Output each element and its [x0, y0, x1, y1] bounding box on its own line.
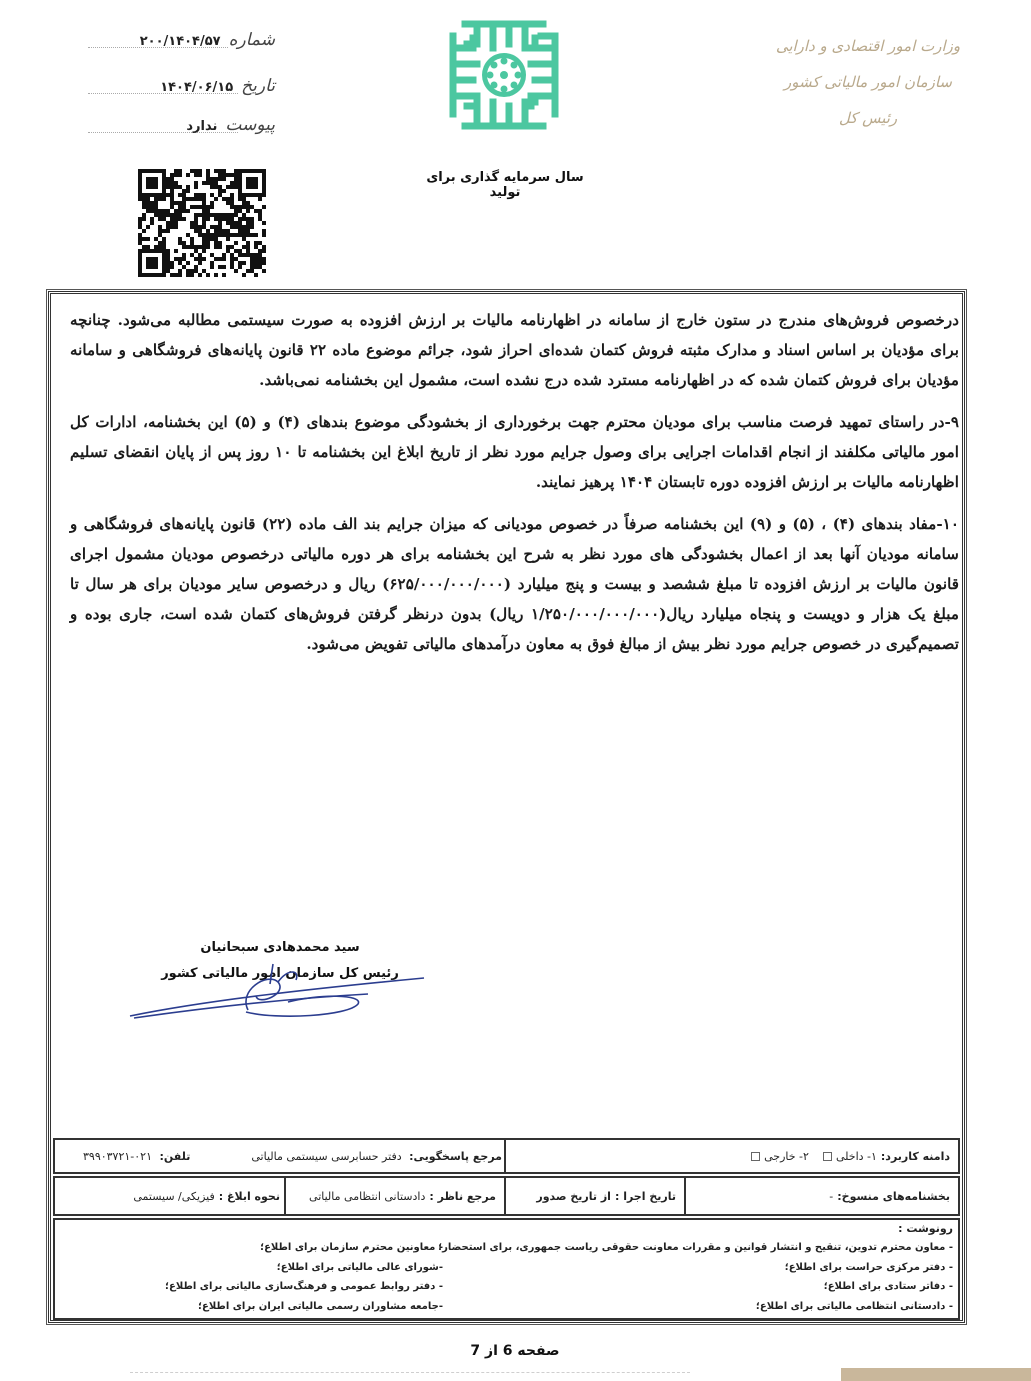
page-number: صفحه 6 از 7	[470, 1343, 560, 1359]
info-row-1	[53, 1138, 960, 1174]
letter-number-value: ۲۰۰/۱۴۰۴/۵۷	[139, 34, 221, 49]
head-title-line: رئیس کل	[838, 109, 898, 127]
ministry-line: وزارت امور اقتصادی و دارایی	[775, 37, 961, 55]
external-checkbox[interactable]	[751, 1152, 760, 1161]
paragraph-8-continuation: درخصوص فروش‌های مندرج در ستون خارج از سامانه در اظهارنامه مالیات بر ارزش افزوده به صورت سیستمی مطالبه می‌شود. چنانچه برای مؤدیان بر اساس اسناد و مدارک مثبته فروش کتمان شده‌ای احراز شود، جرائم موضوع ماده ۲۲ قانون پایانه‌های فروشگاهی و سامانه مؤدیان برای فروش کتمان شده که در اظهارنامه مسترد شده درج نشده است، مشمول این بخشنامه نمی‌باشد.	[70, 311, 959, 389]
cc-item: - دفاتر ستادی برای اطلاع؛	[823, 1281, 953, 1292]
exec-date-label: تاریخ اجرا :	[614, 1189, 676, 1203]
cc-item: - معاون محترم تدوین، تنقیح و انتشار قوانین و مقررات معاونت حقوقی ریاست جمهوری، برای استحضار؛	[438, 1242, 953, 1253]
cell-divider	[504, 1178, 506, 1214]
delivery-cell	[55, 1178, 288, 1214]
info-row-2	[53, 1176, 960, 1216]
supervisor-cell	[286, 1178, 504, 1214]
letter-date-value: ۱۴۰۴/۰۶/۱۵	[160, 80, 234, 95]
ministry-header	[763, 28, 973, 136]
organization-line: سازمان امور مالیاتی کشور	[784, 73, 952, 91]
paragraph-9: ۹-در راستای تمهید فرصت مناسب برای مودیان محترم جهت برخورداری از بخشودگی موضوع بندهای (۴) و (۵) این بخشنامه، ادارات کل امور مالیاتی مکلفند از انجام اقدامات اجرایی برای وصول جرایم مورد نظر از تاریخ ابلاغ این بخشنامه تا ۱۰ روز پس از پایان انقضای تسلیم اظهارنامه مالیات بر ارزش افزوده دوره تابستان ۱۴۰۴ پرهیز نمایند.	[70, 413, 959, 491]
repealed-cell	[686, 1178, 958, 1214]
phone-label: تلفن:	[159, 1149, 191, 1163]
internal-checkbox[interactable]	[823, 1152, 832, 1161]
response-value: دفتر حسابرسی سیستمی مالیاتی	[251, 1149, 402, 1163]
year-slogan: سال سرمایه گذاری برای تولید	[426, 170, 584, 200]
cc-item: - دفتر روابط عمومی و فرهنگ‌سازی مالیاتی برای اطلاع؛	[165, 1281, 443, 1292]
letter-date-field	[140, 76, 275, 96]
exec-date-cell	[506, 1178, 684, 1214]
cc-right-column	[438, 1238, 953, 1316]
scope-option-internal: ۱- داخلی	[835, 1149, 877, 1163]
cc-left-column	[165, 1238, 443, 1316]
response-label: مرجع پاسخگویی:	[409, 1149, 502, 1163]
footer-address-line	[130, 1372, 690, 1379]
phone-value: ۰۲۱-۳۹۹۰۳۷۲۱	[83, 1149, 152, 1163]
supervisor-label: مرجع ناظر :	[429, 1189, 496, 1203]
delivery-label: نحوه ابلاغ :	[218, 1189, 280, 1203]
scope-cell	[506, 1140, 958, 1172]
signatory-name: سید محمدهادی سبحانیان	[200, 940, 360, 955]
attachment-value: ندارد	[186, 119, 218, 134]
cc-item: -جامعه مشاوران رسمی مالیاتی ایران برای اطلاع؛	[198, 1300, 443, 1312]
paragraph-10: ۱۰-مفاد بندهای (۴) ، (۵) و (۹) این بخشنامه صرفاً در خصوص مودیانی که میزان جرایم بند الف ماده (۲۲) قانون پایانه‌های فروشگاهی و سامانه مودیان آنها بعد از اعمال بخشودگی های مورد نظر به شرح این بخشنامه برای هر دوره مالیاتی درخصوص مودیان مشمول اجرای قانون مالیات بر ارزش افزوده تا مبلغ ششصد و بیست و پنج میلیارد (۶۲۵/۰۰۰/۰۰۰/۰۰۰) ریال و درخصوص سایر مودیان برای هر سال تا مبلغ یک هزار و دویست و پنجاه میلیارد ریال(۱/۲۵۰/۰۰۰/۰۰۰/۰۰۰ ریال) بدون درنظر گرفتن فروش‌های کتمان شده است، جاری بوده و تصمیم‌گیری در خصوص جرایم مورد نظر بیش از مبالغ فوق به معاون درآمدهای مالیاتی تفویض می‌شود.	[70, 515, 959, 653]
tax-organization-logo	[447, 18, 561, 132]
cell-divider	[684, 1178, 686, 1214]
document-body	[70, 305, 959, 671]
cc-item: - معاونین محترم سازمان برای اطلاع؛	[260, 1242, 443, 1253]
delivery-value: فیزیکی/ سیستمی	[133, 1189, 215, 1203]
supervisor-value: دادستانی انتظامی مالیاتی	[309, 1189, 426, 1203]
response-cell	[55, 1140, 510, 1172]
cc-item: - دفتر مرکزی حراست برای اطلاع؛	[784, 1261, 953, 1273]
letter-number-field	[130, 30, 275, 50]
exec-date-value: از تاریخ صدور	[536, 1189, 611, 1203]
signatory-title: رئیس کل سازمان امور مالیاتی کشور	[161, 966, 399, 981]
repealed-label: بخشنامه‌های منسوخ:	[837, 1189, 950, 1203]
attachment-label: پیوست	[225, 115, 275, 135]
letter-number-label: شماره	[228, 30, 275, 50]
scope-option-external: ۲- خارجی	[764, 1149, 809, 1163]
handwritten-signature	[128, 960, 428, 1022]
repealed-value: -	[829, 1189, 834, 1203]
footer-decoration	[841, 1368, 1031, 1381]
scope-label: دامنه کاربرد:	[880, 1149, 950, 1163]
qr-code	[137, 168, 267, 278]
attachment-field	[180, 115, 275, 135]
cc-title: رونوشت :	[898, 1222, 953, 1235]
cc-item: -شورای عالی مالیاتی برای اطلاع؛	[276, 1261, 443, 1273]
cc-item: - دادستانی انتظامی مالیاتی برای اطلاع؛	[755, 1300, 953, 1312]
letter-date-label: تاریخ	[241, 76, 275, 96]
